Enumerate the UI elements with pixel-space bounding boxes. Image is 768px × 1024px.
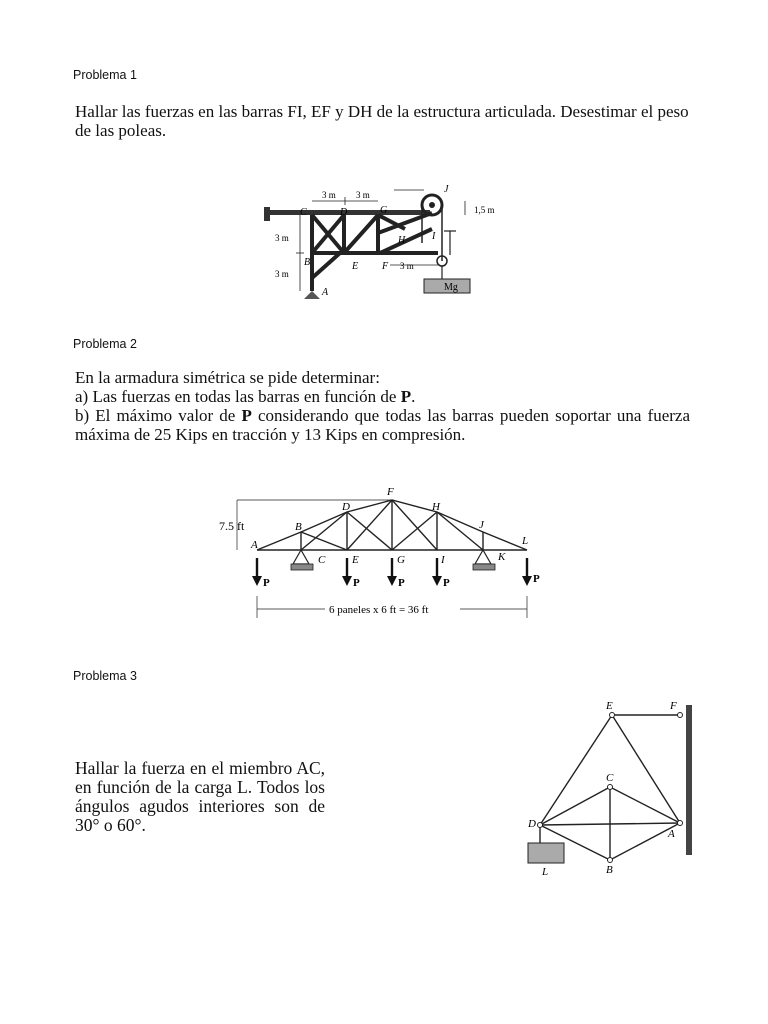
- problem-2-item-b: b) El máximo valor de P considerando que todas las barras pueden soportar una fuerza máxima de 25 Kips en tracción y 13 Kips en compresión.: [75, 406, 690, 444]
- label-h: H: [398, 235, 406, 246]
- label-j: J: [479, 519, 484, 531]
- load-p-g: P: [398, 577, 405, 589]
- problem-1-statement: Hallar las fuerzas en las barras FI, EF y DH de la estructura articulada. Desestimar el peso de las poleas.: [75, 102, 689, 140]
- dim-left-2: 3 m: [275, 269, 289, 279]
- label-h: H: [432, 501, 440, 513]
- problem-2-figure: [215, 482, 555, 627]
- label-a: A: [322, 287, 329, 298]
- label-e: E: [352, 554, 359, 566]
- load-p-i: P: [443, 577, 450, 589]
- problem-1-text: [75, 102, 695, 140]
- problem-2-heading: Problema 2: [73, 337, 137, 351]
- pin-support-a: [304, 291, 320, 299]
- problem-2-text: [75, 368, 690, 444]
- load-p-a: P: [263, 577, 270, 589]
- height-dim: 7.5 ft: [219, 519, 245, 533]
- top-beam: [270, 210, 430, 215]
- dim-top-1: 3 m: [322, 190, 336, 200]
- label-c: C: [606, 772, 614, 784]
- load-label: Mg: [444, 282, 458, 293]
- label-i: I: [441, 554, 445, 566]
- dim-bottom: 3 m: [400, 261, 414, 271]
- label-f: F: [670, 700, 677, 712]
- label-i: I: [432, 231, 436, 242]
- label-c: C: [318, 554, 326, 566]
- problem-1-heading: Problema 1: [73, 68, 137, 82]
- label-d: D: [342, 501, 350, 513]
- label-a: A: [251, 539, 258, 551]
- label-k: K: [498, 551, 506, 563]
- wall: [686, 705, 692, 855]
- label-b: B: [295, 521, 302, 533]
- label-l: L: [542, 866, 549, 878]
- label-b: B: [304, 257, 311, 268]
- support-k: [475, 550, 491, 564]
- label-j: J: [444, 184, 449, 195]
- label-d: D: [340, 207, 348, 218]
- label-e: E: [606, 700, 613, 712]
- label-l: L: [522, 535, 529, 547]
- dim-left-1: 3 m: [275, 233, 289, 243]
- label-a: A: [668, 828, 675, 840]
- support-c: [293, 550, 309, 564]
- label-c: C: [300, 207, 307, 218]
- problem-3-statement: Hallar la fuerza en el miembro AC, en función de la carga L. Todos los ángulos agudos interiores son de 30° o 60°.: [75, 758, 325, 835]
- label-f: F: [382, 261, 389, 272]
- load-p-l: P: [533, 573, 540, 585]
- label-b: B: [606, 864, 613, 876]
- load-block: [528, 843, 564, 863]
- label-e: E: [352, 261, 359, 272]
- label-d: D: [528, 818, 536, 830]
- problem-3-figure: [520, 695, 710, 880]
- dim-right: 1,5 m: [474, 205, 495, 215]
- label-f: F: [387, 486, 394, 498]
- span-dim: 6 paneles x 6 ft = 36 ft: [329, 604, 429, 616]
- load-p-e: P: [353, 577, 360, 589]
- dim-top-2: 3 m: [356, 190, 370, 200]
- problem-2-intro: En la armadura simétrica se pide determinar:: [75, 368, 380, 387]
- problem-2-item-a: a) Las fuerzas en todas las barras en función de P.: [75, 387, 416, 406]
- wall-support: [264, 207, 270, 221]
- problem-3-text: [75, 759, 325, 835]
- problem-3-heading: Problema 3: [73, 669, 137, 683]
- problem-1-figure: [260, 183, 510, 303]
- label-g: G: [380, 205, 388, 216]
- truss-members: [312, 213, 438, 291]
- label-g: G: [397, 554, 405, 566]
